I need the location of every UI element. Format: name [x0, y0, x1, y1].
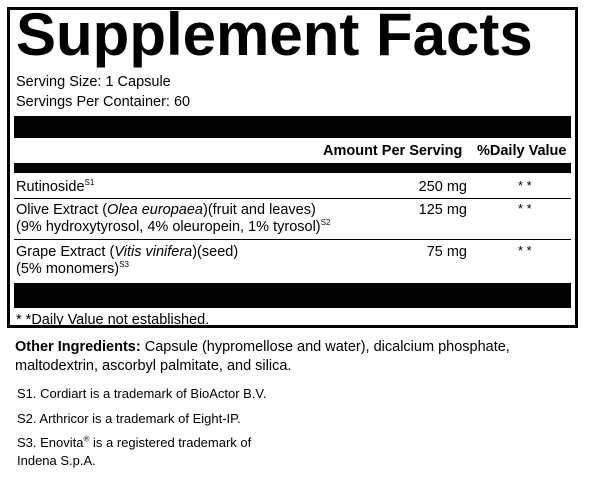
- amount-grape-extract: 75 mg: [426, 244, 467, 260]
- dv-olive-extract: * *: [518, 201, 532, 216]
- other-ingredients-text: Capsule (hypromellose and water), dicalcium phosphate, maltodextrin, ascorbyl palmitate, and silica.: [15, 339, 510, 374]
- daily-value-header: %Daily Value: [477, 143, 567, 159]
- ingredient-olive-extract: Olive Extract (Olea europaea)(fruit and leaves) (9% hydroxytyrosol, 4% oleuropein, 1% tyrosol)$^{S2}$: [16, 202, 331, 235]
- servings-per-container: Servings Per Container: 60: [16, 94, 191, 110]
- panel-title: Supplement Facts: [16, 1, 533, 68]
- serving-size: Serving Size: 1 Capsule: [16, 74, 171, 90]
- supplement-facts-panel: [7, 1, 578, 328]
- row-divider: [14, 239, 571, 240]
- row-divider: [14, 198, 571, 199]
- other-ingredients-label: Other Ingredients:: [15, 339, 141, 355]
- amount-olive-extract: 125 mg: [418, 202, 467, 218]
- dv-grape-extract: * *: [518, 243, 532, 258]
- dv-rutinoside: * *: [518, 178, 532, 193]
- trademark-s2: S2. Arthricor is a trademark of Eight-IP.: [17, 411, 241, 426]
- other-ingredients: [15, 338, 580, 376]
- ingredient-rutinoside: Rutinoside$^{S1}$: [16, 178, 95, 195]
- amount-rutinoside: 250 mg: [418, 179, 467, 195]
- amount-per-serving-header: Amount Per Serving: [323, 143, 463, 159]
- thick-divider-top: [14, 116, 571, 138]
- ingredient-grape-extract: Grape Extract (Vitis vinifera)(seed) (5% monomers)$^{S3}$: [16, 244, 239, 277]
- thick-divider-bottom: [14, 283, 571, 308]
- daily-value-footnote: * *Daily Value not established.: [16, 312, 210, 328]
- trademark-s1: S1. Cordiart is a trademark of BioActor B.V.: [17, 386, 267, 401]
- thick-divider-header: [14, 163, 571, 173]
- trademark-s3: S3. Enovita® is a registered trademark of Indena S.p.A.: [17, 434, 252, 468]
